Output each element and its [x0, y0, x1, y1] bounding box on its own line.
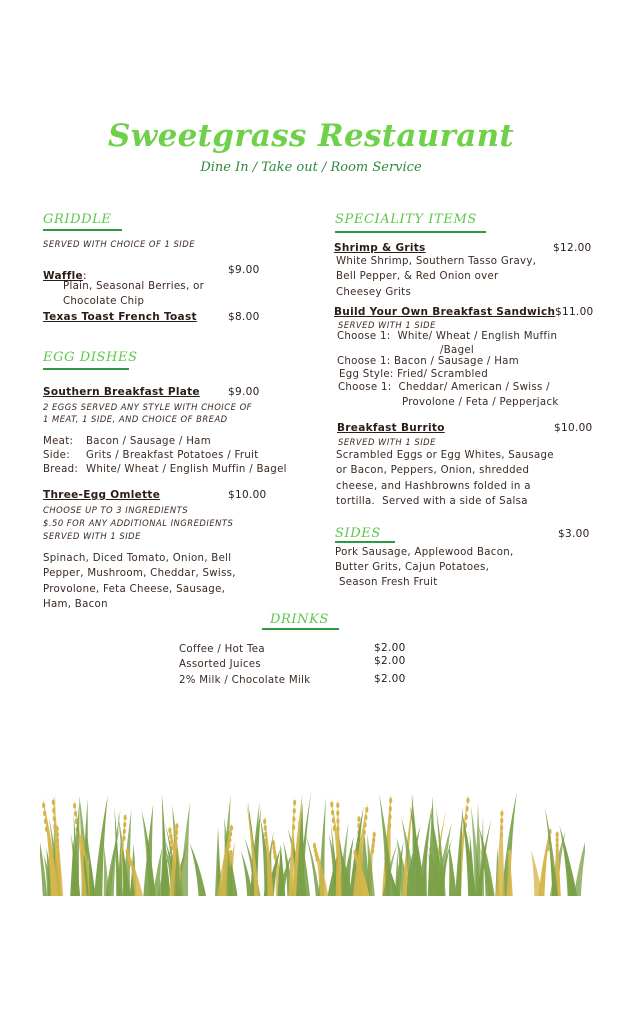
drink-price: $2.00: [374, 642, 406, 654]
grass-seed: [42, 802, 45, 808]
grass-seed: [229, 831, 232, 837]
drink-name: Coffee / Hot Tea: [179, 644, 265, 655]
shrimp-grits-price: $12.00: [553, 242, 592, 254]
griddle-rule: [43, 229, 122, 231]
griddle-note: SERVED WITH CHOICE OF 1 SIDE: [43, 239, 195, 249]
grass-seed: [466, 797, 469, 803]
speciality-heading: SPECIALITY ITEMS: [335, 212, 477, 227]
sandwich-name: Build Your Own Breakfast Sandwich: [334, 306, 556, 318]
grass-seed: [388, 822, 391, 828]
grass-seed: [274, 854, 277, 860]
sandwich-note: SERVED WITH 1 SIDE: [338, 320, 436, 330]
omelette-ingredients-4: Ham, Bacon: [43, 599, 108, 610]
shrimp-grits-desc-3: Cheesey Grits: [336, 287, 412, 298]
grass-blade: [104, 844, 109, 896]
grass-seed: [330, 802, 333, 808]
grass-seed: [372, 842, 375, 848]
omelette-ingredients-2: Pepper, Mushroom, Cheddar, Swiss,: [43, 568, 236, 579]
grass-seed: [508, 861, 511, 867]
sides-rule: [335, 541, 395, 543]
drink-price: $2.00: [374, 655, 406, 667]
grass-seed: [372, 837, 375, 843]
grass-seed: [364, 822, 367, 828]
grass-seed: [336, 810, 339, 816]
waffle-desc-2: Chocolate Chip: [63, 296, 145, 307]
burrito-desc-1: Scrambled Eggs or Egg Whites, Sausage: [336, 450, 554, 461]
egg-dishes-rule: [43, 368, 129, 370]
shrimp-grits-name: Shrimp & Grits: [334, 242, 426, 254]
omelette-price: $10.00: [228, 489, 267, 501]
shrimp-grits-desc-1: White Shrimp, Southern Tasso Gravy,: [336, 256, 537, 267]
sides-price: $3.00: [558, 528, 590, 540]
sides-desc-1: Pork Sausage, Applewood Bacon,: [335, 547, 514, 558]
bread-options: White/ Wheat / English Muffin / Bagel: [86, 464, 287, 475]
waffle-name: Waffle: [43, 270, 83, 282]
drinks-rule: [262, 628, 339, 630]
sandwich-cheese-choice-cont: Provolone / Feta / Pepperjack: [402, 397, 559, 408]
sandwich-price: $11.00: [555, 306, 594, 318]
southern-plate-note-1: 2 EGGS SERVED ANY STYLE WITH CHOICE OF: [43, 402, 252, 412]
omelette-ingredients-1: Spinach, Diced Tomato, Onion, Bell: [43, 553, 232, 564]
bread-label: Bread:: [43, 464, 79, 475]
egg-dishes-heading: EGG DISHES: [43, 350, 138, 365]
grass-seed: [122, 835, 125, 841]
grass-seed: [292, 816, 295, 822]
grass-seed: [336, 818, 339, 824]
grass-seed: [227, 843, 230, 849]
omelette-note-2: $.50 FOR ANY ADDITIONAL INGREDIENTS: [43, 518, 234, 528]
grass-seed: [265, 838, 268, 844]
grass-seed: [356, 861, 359, 867]
grass-seed: [169, 833, 172, 839]
grass-seed: [336, 826, 339, 832]
grass-seed: [52, 799, 55, 805]
grass-seed: [264, 831, 267, 837]
omelette-ingredients-3: Provolone, Feta Cheese, Sausage,: [43, 584, 226, 595]
grass-seed: [74, 811, 77, 817]
burrito-desc-4: tortilla. Served with a side of Salsa: [336, 496, 528, 507]
sides-desc-2: Butter Grits, Cajun Potatoes,: [335, 562, 490, 573]
grass-seed: [466, 806, 469, 812]
grass-blade: [531, 850, 543, 896]
grass-seed: [53, 824, 56, 830]
meat-options: Bacon / Sausage / Ham: [86, 436, 211, 447]
grass-seed: [500, 818, 503, 824]
sandwich-bread-choice: Choose 1: White/ Wheat / English Muffin: [337, 331, 558, 342]
restaurant-title: Sweetgrass Restaurant: [107, 118, 515, 154]
grass-seed: [43, 810, 46, 816]
grass-seed: [357, 816, 360, 822]
grass-seed: [556, 837, 559, 843]
grass-seed: [363, 829, 366, 835]
grass-seed: [123, 828, 126, 834]
grass-seed: [123, 822, 126, 828]
grass-seed: [371, 848, 374, 854]
grass-seed: [168, 827, 171, 833]
grass-seed: [228, 837, 231, 843]
texas-toast-name: Texas Toast French Toast: [43, 311, 197, 323]
burrito-name: Breakfast Burrito: [337, 422, 445, 434]
grass-blade: [559, 826, 576, 896]
shrimp-grits-desc-2: Bell Pepper, & Red Onion over: [336, 271, 499, 282]
grass-seed: [293, 800, 296, 806]
omelette-note-1: CHOOSE UP TO 3 INGREDIENTS: [43, 505, 189, 515]
grass-blade: [189, 842, 206, 896]
burrito-desc-3: cheese, and Hashbrowns folded in a: [336, 481, 531, 492]
grass-seed: [73, 803, 76, 809]
drinks-heading: DRINKS: [270, 612, 329, 627]
grass-seed: [546, 846, 549, 852]
grass-seed: [81, 845, 84, 851]
omelette-name: Three-Egg Omlette: [43, 489, 161, 501]
meat-label: Meat:: [43, 436, 74, 447]
southern-plate-price: $9.00: [228, 386, 260, 398]
sandwich-bread-choice-cont: /Bagel: [440, 345, 475, 356]
grass-seed: [82, 850, 85, 856]
grass-seed: [331, 810, 334, 816]
grass-seed: [44, 818, 47, 824]
sides-heading: SIDES: [335, 526, 381, 541]
grass-blade: [179, 803, 190, 896]
grass-seed: [175, 823, 178, 829]
grass-seed: [500, 825, 503, 831]
grass-illustration: [40, 790, 585, 898]
speciality-rule: [335, 231, 486, 233]
grass-seed: [315, 856, 318, 862]
side-label: Side:: [43, 450, 70, 461]
grass-seed: [556, 848, 559, 854]
burrito-note: SERVED WITH 1 SIDE: [338, 437, 436, 447]
waffle-desc-1: Plain, Seasonal Berries, or: [63, 281, 205, 292]
sides-desc-3: Season Fresh Fruit: [339, 577, 438, 588]
grass-seed: [500, 811, 503, 817]
sandwich-cheese-choice: Choose 1: Cheddar/ American / Swiss /: [338, 382, 550, 393]
southern-plate-name: Southern Breakfast Plate: [43, 386, 200, 398]
grass-seed: [52, 808, 55, 814]
drink-name: Assorted Juices: [179, 659, 261, 670]
grass-seed: [170, 839, 173, 845]
waffle-price: $9.00: [228, 264, 260, 276]
grass-seed: [332, 817, 335, 823]
grass-seed: [292, 824, 295, 830]
grass-seed: [45, 826, 48, 832]
drink-name: 2% Milk / Chocolate Milk: [179, 675, 311, 686]
grass-seed: [336, 802, 339, 808]
grass-seed: [333, 825, 336, 831]
grass-seed: [264, 825, 267, 831]
grass-seed: [80, 840, 83, 846]
grass-seed: [364, 814, 367, 820]
texas-toast-price: $8.00: [228, 311, 260, 323]
burrito-price: $10.00: [554, 422, 593, 434]
grass-seed: [293, 808, 296, 814]
service-subtitle: Dine In / Take out / Room Service: [200, 160, 422, 175]
grass-blade: [574, 828, 585, 896]
grass-seed: [389, 798, 392, 804]
grass-seed: [556, 842, 559, 848]
grass-seed: [388, 814, 391, 820]
grass-seed: [365, 807, 368, 813]
omelette-note-3: SERVED WITH 1 SIDE: [43, 531, 141, 541]
griddle-heading: GRIDDLE: [43, 212, 112, 227]
grass-seed: [500, 832, 503, 838]
drink-price: $2.00: [374, 673, 406, 685]
waffle-colon: :: [82, 270, 87, 282]
grass-seed: [129, 860, 132, 866]
sandwich-meat-choice: Choose 1: Bacon / Sausage / Ham: [337, 356, 519, 367]
burrito-desc-2: or Bacon, Peppers, Onion, shredded: [336, 465, 530, 476]
sandwich-egg-style: Egg Style: Fried/ Scrambled: [339, 369, 488, 380]
grass-seed: [230, 825, 233, 831]
grass-seed: [263, 818, 266, 824]
grass-seed: [389, 806, 392, 812]
grass-seed: [465, 814, 468, 820]
grass-seed: [53, 816, 56, 822]
grass-seed: [124, 815, 127, 821]
grass-blade: [449, 842, 457, 896]
grass-seed: [556, 832, 559, 838]
southern-plate-note-2: 1 MEAT, 1 SIDE, AND CHOICE OF BREAD: [43, 414, 228, 424]
side-options: Grits / Breakfast Potatoes / Fruit: [86, 450, 259, 461]
grass-seed: [373, 832, 376, 838]
